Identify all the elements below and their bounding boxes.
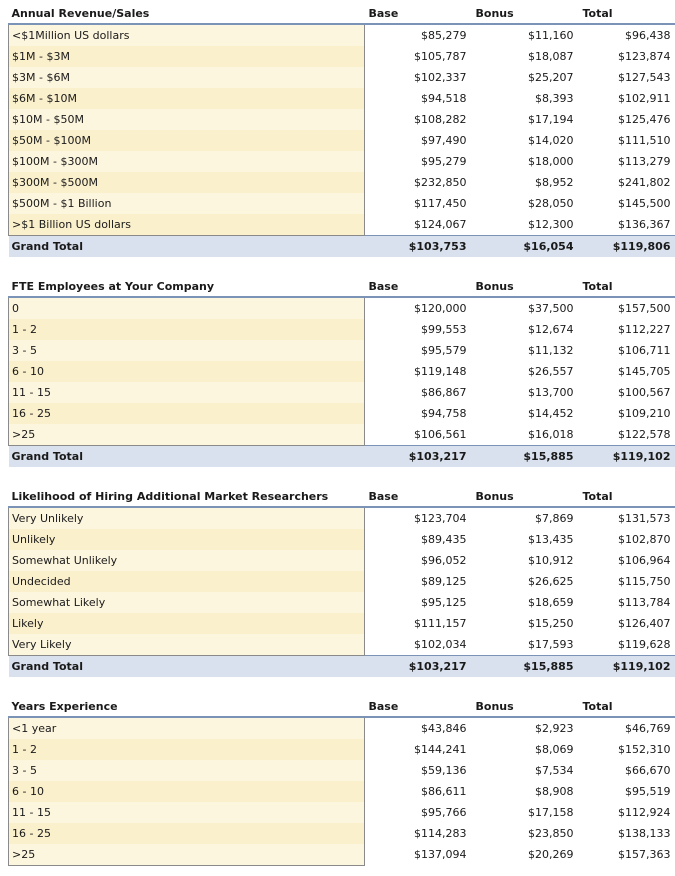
total-value: $113,279 bbox=[618, 155, 671, 168]
total-value: $157,363 bbox=[618, 848, 671, 862]
table-row bbox=[9, 529, 675, 550]
table-row bbox=[9, 717, 675, 739]
column-header-total: Total bbox=[579, 4, 675, 24]
row-label: 11 - 15 bbox=[9, 382, 365, 403]
bonus-value: $12,300 bbox=[528, 218, 574, 231]
base-value: $59,136 bbox=[421, 764, 467, 777]
column-header-base: Base bbox=[365, 277, 472, 297]
table-row bbox=[9, 109, 675, 130]
bonus-value: $25,207 bbox=[528, 71, 574, 84]
table-row bbox=[9, 361, 675, 382]
table-row bbox=[9, 172, 675, 193]
total-value: $241,802 bbox=[618, 176, 671, 189]
grand-total-total: $119,102 bbox=[579, 446, 675, 468]
bonus-value: $13,700 bbox=[528, 386, 574, 399]
row-label: $500M - $1 Billion bbox=[9, 193, 365, 214]
bonus-value: $13,435 bbox=[528, 533, 574, 546]
base-value: $111,157 bbox=[414, 617, 467, 630]
base-value: $86,867 bbox=[421, 386, 467, 399]
bonus-value: $8,069 bbox=[535, 743, 574, 756]
row-label: $1M - $3M bbox=[9, 46, 365, 67]
bonus-value: $12,674 bbox=[528, 323, 574, 336]
base-value: $120,000 bbox=[414, 302, 467, 315]
row-label: >$1 Billion US dollars bbox=[9, 214, 365, 236]
bonus-value: $17,194 bbox=[528, 113, 574, 126]
table-row bbox=[9, 403, 675, 424]
table-row bbox=[9, 760, 675, 781]
row-label: Likely bbox=[9, 613, 365, 634]
base-value: $95,279 bbox=[421, 155, 467, 168]
bonus-value: $11,160 bbox=[528, 29, 574, 42]
bonus-value: $2,923 bbox=[535, 722, 574, 735]
bonus-value: $14,020 bbox=[528, 134, 574, 147]
bonus-value: $8,908 bbox=[535, 785, 574, 798]
total-value: $152,310 bbox=[618, 743, 671, 756]
row-label: Very Unlikely bbox=[9, 507, 365, 529]
total-value: $119,628 bbox=[618, 638, 671, 651]
grand-total-base: $103,753 bbox=[365, 236, 472, 258]
bonus-value: $18,659 bbox=[528, 596, 574, 609]
base-value: $119,148 bbox=[414, 365, 467, 378]
table-row bbox=[9, 130, 675, 151]
table-row bbox=[9, 46, 675, 67]
bonus-value: $26,625 bbox=[528, 575, 574, 588]
total-value: $145,705 bbox=[618, 365, 671, 378]
row-label: <1 year bbox=[9, 717, 365, 739]
total-value: $122,578 bbox=[618, 428, 671, 441]
bonus-value: $18,087 bbox=[528, 50, 574, 63]
row-label: Very Likely bbox=[9, 634, 365, 656]
bonus-value: $14,452 bbox=[528, 407, 574, 420]
total-value: $136,367 bbox=[618, 218, 671, 231]
fte-employees-at-your-company-table bbox=[8, 277, 675, 467]
row-label: Undecided bbox=[9, 571, 365, 592]
table-row bbox=[9, 781, 675, 802]
column-header-category: FTE Employees at Your Company bbox=[9, 277, 365, 297]
grand-total-row bbox=[9, 236, 675, 258]
column-header-bonus: Bonus bbox=[472, 4, 579, 24]
salary-tables-sheet bbox=[8, 4, 675, 866]
total-value: $131,573 bbox=[618, 512, 671, 525]
bonus-value: $37,500 bbox=[528, 302, 574, 315]
grand-total-total: $119,102 bbox=[579, 656, 675, 678]
bonus-value: $15,250 bbox=[528, 617, 574, 630]
bonus-value: $23,850 bbox=[528, 827, 574, 840]
table-spacer bbox=[8, 677, 675, 697]
grand-total-total: $119,806 bbox=[579, 236, 675, 258]
total-value: $125,476 bbox=[618, 113, 671, 126]
base-value: $95,579 bbox=[421, 344, 467, 357]
table-header-row bbox=[9, 697, 675, 717]
row-label: Somewhat Unlikely bbox=[9, 550, 365, 571]
grand-total-bonus: $15,885 bbox=[472, 656, 579, 678]
table-row bbox=[9, 151, 675, 172]
row-label: 6 - 10 bbox=[9, 361, 365, 382]
row-label: 3 - 5 bbox=[9, 340, 365, 361]
bonus-value: $10,912 bbox=[528, 554, 574, 567]
column-header-bonus: Bonus bbox=[472, 487, 579, 507]
row-label: >25 bbox=[9, 844, 365, 866]
base-value: $232,850 bbox=[414, 176, 467, 189]
total-value: $126,407 bbox=[618, 617, 671, 630]
table-row bbox=[9, 571, 675, 592]
table-row bbox=[9, 823, 675, 844]
row-label: 16 - 25 bbox=[9, 823, 365, 844]
table-row bbox=[9, 802, 675, 823]
table-spacer bbox=[8, 467, 675, 487]
table-row bbox=[9, 24, 675, 46]
bonus-value: $7,534 bbox=[535, 764, 574, 777]
base-value: $114,283 bbox=[414, 827, 467, 840]
base-value: $94,518 bbox=[421, 92, 467, 105]
column-header-category: Annual Revenue/Sales bbox=[9, 4, 365, 24]
total-value: $106,964 bbox=[618, 554, 671, 567]
total-value: $109,210 bbox=[618, 407, 671, 420]
base-value: $89,125 bbox=[421, 575, 467, 588]
base-value: $97,490 bbox=[421, 134, 467, 147]
base-value: $137,094 bbox=[414, 848, 467, 862]
base-value: $94,758 bbox=[421, 407, 467, 420]
base-value: $102,034 bbox=[414, 638, 467, 651]
bonus-value: $7,869 bbox=[535, 512, 574, 525]
years-experience-table bbox=[8, 697, 675, 866]
total-value: $115,750 bbox=[618, 575, 671, 588]
row-label: $10M - $50M bbox=[9, 109, 365, 130]
bonus-value: $26,557 bbox=[528, 365, 574, 378]
table-row bbox=[9, 550, 675, 571]
column-header-total: Total bbox=[579, 487, 675, 507]
table-row bbox=[9, 67, 675, 88]
base-value: $106,561 bbox=[414, 428, 467, 441]
base-value: $95,766 bbox=[421, 806, 467, 819]
row-label: 6 - 10 bbox=[9, 781, 365, 802]
table-row bbox=[9, 844, 675, 866]
grand-total-row bbox=[9, 656, 675, 678]
bonus-value: $11,132 bbox=[528, 344, 574, 357]
table-row bbox=[9, 592, 675, 613]
total-value: $46,769 bbox=[625, 722, 671, 735]
bonus-value: $18,000 bbox=[528, 155, 574, 168]
row-label: $300M - $500M bbox=[9, 172, 365, 193]
table-row bbox=[9, 613, 675, 634]
table-row bbox=[9, 214, 675, 236]
column-header-total: Total bbox=[579, 277, 675, 297]
grand-total-bonus: $15,885 bbox=[472, 446, 579, 468]
grand-total-bonus: $16,054 bbox=[472, 236, 579, 258]
bonus-value: $17,593 bbox=[528, 638, 574, 651]
total-value: $102,911 bbox=[618, 92, 671, 105]
column-header-base: Base bbox=[365, 4, 472, 24]
base-value: $86,611 bbox=[421, 785, 467, 798]
row-label: <$1Million US dollars bbox=[9, 24, 365, 46]
bonus-value: $17,158 bbox=[528, 806, 574, 819]
column-header-base: Base bbox=[365, 697, 472, 717]
total-value: $112,924 bbox=[618, 806, 671, 819]
total-value: $157,500 bbox=[618, 302, 671, 315]
table-row bbox=[9, 319, 675, 340]
grand-total-label: Grand Total bbox=[9, 236, 365, 258]
total-value: $102,870 bbox=[618, 533, 671, 546]
table-row bbox=[9, 739, 675, 760]
bonus-value: $16,018 bbox=[528, 428, 574, 441]
row-label: 11 - 15 bbox=[9, 802, 365, 823]
base-value: $108,282 bbox=[414, 113, 467, 126]
bonus-value: $20,269 bbox=[528, 848, 574, 862]
annual-revenue-sales-table bbox=[8, 4, 675, 257]
grand-total-base: $103,217 bbox=[365, 656, 472, 678]
base-value: $96,052 bbox=[421, 554, 467, 567]
total-value: $100,567 bbox=[618, 386, 671, 399]
column-header-base: Base bbox=[365, 487, 472, 507]
base-value: $95,125 bbox=[421, 596, 467, 609]
total-value: $96,438 bbox=[625, 29, 671, 42]
bonus-value: $8,393 bbox=[535, 92, 574, 105]
total-value: $112,227 bbox=[618, 323, 671, 336]
bonus-value: $8,952 bbox=[535, 176, 574, 189]
table-row bbox=[9, 340, 675, 361]
base-value: $102,337 bbox=[414, 71, 467, 84]
table-row bbox=[9, 634, 675, 656]
base-value: $85,279 bbox=[421, 29, 467, 42]
row-label: $3M - $6M bbox=[9, 67, 365, 88]
table-row bbox=[9, 424, 675, 446]
total-value: $111,510 bbox=[618, 134, 671, 147]
column-header-bonus: Bonus bbox=[472, 697, 579, 717]
column-header-total: Total bbox=[579, 697, 675, 717]
base-value: $105,787 bbox=[414, 50, 467, 63]
row-label: $100M - $300M bbox=[9, 151, 365, 172]
total-value: $95,519 bbox=[625, 785, 671, 798]
table-header-row bbox=[9, 4, 675, 24]
column-header-bonus: Bonus bbox=[472, 277, 579, 297]
table-row bbox=[9, 297, 675, 319]
column-header-category: Likelihood of Hiring Additional Market Researchers bbox=[9, 487, 365, 507]
row-label: >25 bbox=[9, 424, 365, 446]
row-label: 0 bbox=[9, 297, 365, 319]
total-value: $113,784 bbox=[618, 596, 671, 609]
total-value: $106,711 bbox=[618, 344, 671, 357]
total-value: $123,874 bbox=[618, 50, 671, 63]
column-header-category: Years Experience bbox=[9, 697, 365, 717]
row-label: 3 - 5 bbox=[9, 760, 365, 781]
base-value: $43,846 bbox=[421, 722, 467, 735]
base-value: $99,553 bbox=[421, 323, 467, 336]
row-label: 1 - 2 bbox=[9, 319, 365, 340]
table-row bbox=[9, 382, 675, 403]
table-header-row bbox=[9, 277, 675, 297]
total-value: $66,670 bbox=[625, 764, 671, 777]
row-label: Unlikely bbox=[9, 529, 365, 550]
grand-total-label: Grand Total bbox=[9, 446, 365, 468]
base-value: $117,450 bbox=[414, 197, 467, 210]
total-value: $145,500 bbox=[618, 197, 671, 210]
grand-total-label: Grand Total bbox=[9, 656, 365, 678]
table-row bbox=[9, 507, 675, 529]
grand-total-base: $103,217 bbox=[365, 446, 472, 468]
table-row bbox=[9, 193, 675, 214]
table-header-row bbox=[9, 487, 675, 507]
row-label: Somewhat Likely bbox=[9, 592, 365, 613]
likelihood-of-hiring-additional-market-researchers-table bbox=[8, 487, 675, 677]
base-value: $144,241 bbox=[414, 743, 467, 756]
grand-total-row bbox=[9, 446, 675, 468]
base-value: $124,067 bbox=[414, 218, 467, 231]
table-spacer bbox=[8, 257, 675, 277]
row-label: 16 - 25 bbox=[9, 403, 365, 424]
base-value: $89,435 bbox=[421, 533, 467, 546]
base-value: $123,704 bbox=[414, 512, 467, 525]
table-row bbox=[9, 88, 675, 109]
row-label: $6M - $10M bbox=[9, 88, 365, 109]
total-value: $127,543 bbox=[618, 71, 671, 84]
row-label: 1 - 2 bbox=[9, 739, 365, 760]
bonus-value: $28,050 bbox=[528, 197, 574, 210]
row-label: $50M - $100M bbox=[9, 130, 365, 151]
total-value: $138,133 bbox=[618, 827, 671, 840]
